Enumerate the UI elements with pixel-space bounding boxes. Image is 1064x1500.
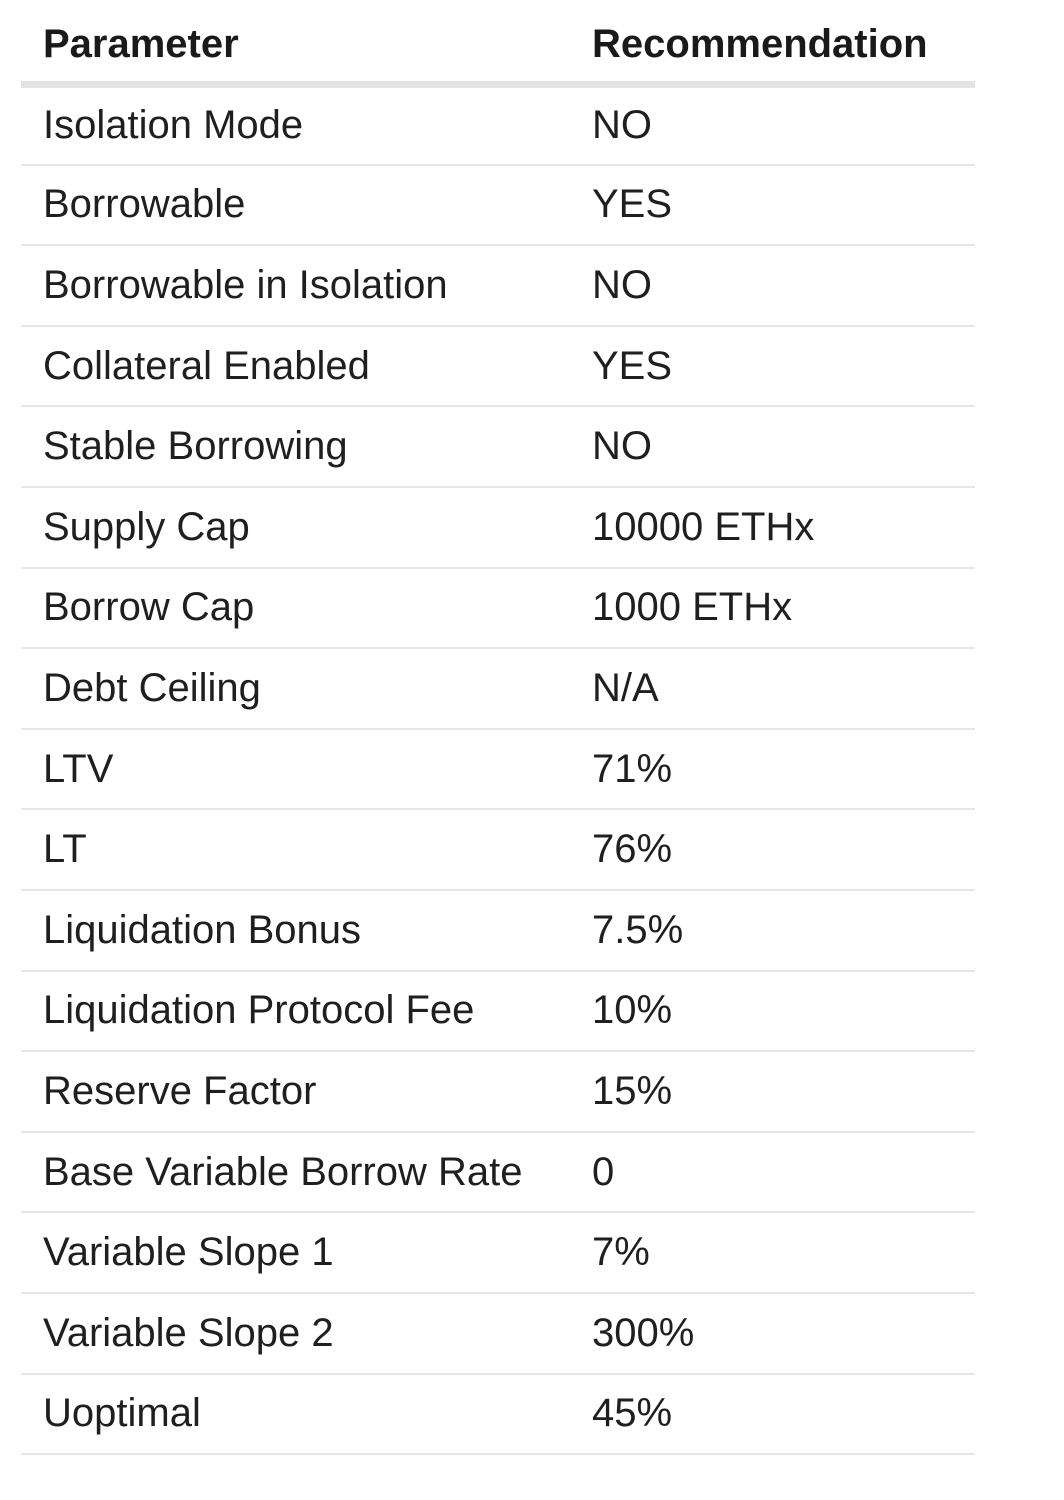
parameter-cell: Variable Slope 2 xyxy=(21,1293,570,1374)
parameter-table-container xyxy=(21,0,975,1455)
parameter-cell: Liquidation Protocol Fee xyxy=(21,971,570,1052)
parameter-cell: Variable Slope 1 xyxy=(21,1212,570,1293)
table-row xyxy=(21,1293,975,1374)
parameter-cell: Borrowable in Isolation xyxy=(21,245,570,326)
table-row xyxy=(21,1051,975,1132)
recommendation-cell: 71% xyxy=(570,729,975,810)
recommendation-cell: YES xyxy=(570,326,975,407)
table-row xyxy=(21,809,975,890)
table-row xyxy=(21,326,975,407)
recommendation-cell: 7% xyxy=(570,1212,975,1293)
parameter-cell: Debt Ceiling xyxy=(21,648,570,729)
parameter-cell: LTV xyxy=(21,729,570,810)
table-row xyxy=(21,245,975,326)
parameter-cell: Base Variable Borrow Rate xyxy=(21,1132,570,1213)
parameter-cell: Borrowable xyxy=(21,165,570,246)
header-recommendation: Recommendation xyxy=(570,0,975,84)
table-row xyxy=(21,568,975,649)
parameter-cell: Stable Borrowing xyxy=(21,406,570,487)
parameter-cell: Reserve Factor xyxy=(21,1051,570,1132)
table-row xyxy=(21,971,975,1052)
recommendation-cell: 15% xyxy=(570,1051,975,1132)
recommendation-cell: 45% xyxy=(570,1374,975,1455)
recommendation-cell: 10% xyxy=(570,971,975,1052)
table-row xyxy=(21,487,975,568)
table-row xyxy=(21,406,975,487)
recommendation-cell: N/A xyxy=(570,648,975,729)
recommendation-cell: 1000 ETHx xyxy=(570,568,975,649)
parameter-table xyxy=(21,0,975,1455)
parameter-cell: Uoptimal xyxy=(21,1374,570,1455)
recommendation-cell: NO xyxy=(570,84,975,165)
table-row xyxy=(21,890,975,971)
recommendation-cell: NO xyxy=(570,406,975,487)
recommendation-cell: YES xyxy=(570,165,975,246)
table-row xyxy=(21,84,975,165)
recommendation-cell: 300% xyxy=(570,1293,975,1374)
table-header xyxy=(21,0,975,84)
table-row xyxy=(21,648,975,729)
parameter-cell: Borrow Cap xyxy=(21,568,570,649)
recommendation-cell: 10000 ETHx xyxy=(570,487,975,568)
table-row xyxy=(21,1374,975,1455)
recommendation-cell: NO xyxy=(570,245,975,326)
recommendation-cell: 76% xyxy=(570,809,975,890)
recommendation-cell: 7.5% xyxy=(570,890,975,971)
table-row xyxy=(21,1212,975,1293)
parameter-cell: Liquidation Bonus xyxy=(21,890,570,971)
parameter-cell: LT xyxy=(21,809,570,890)
header-parameter: Parameter xyxy=(21,0,570,84)
table-row xyxy=(21,165,975,246)
table-row xyxy=(21,729,975,810)
table-body xyxy=(21,84,975,1454)
parameter-cell: Supply Cap xyxy=(21,487,570,568)
recommendation-cell: 0 xyxy=(570,1132,975,1213)
header-row xyxy=(21,0,975,84)
parameter-cell: Isolation Mode xyxy=(21,84,570,165)
table-row xyxy=(21,1132,975,1213)
parameter-cell: Collateral Enabled xyxy=(21,326,570,407)
